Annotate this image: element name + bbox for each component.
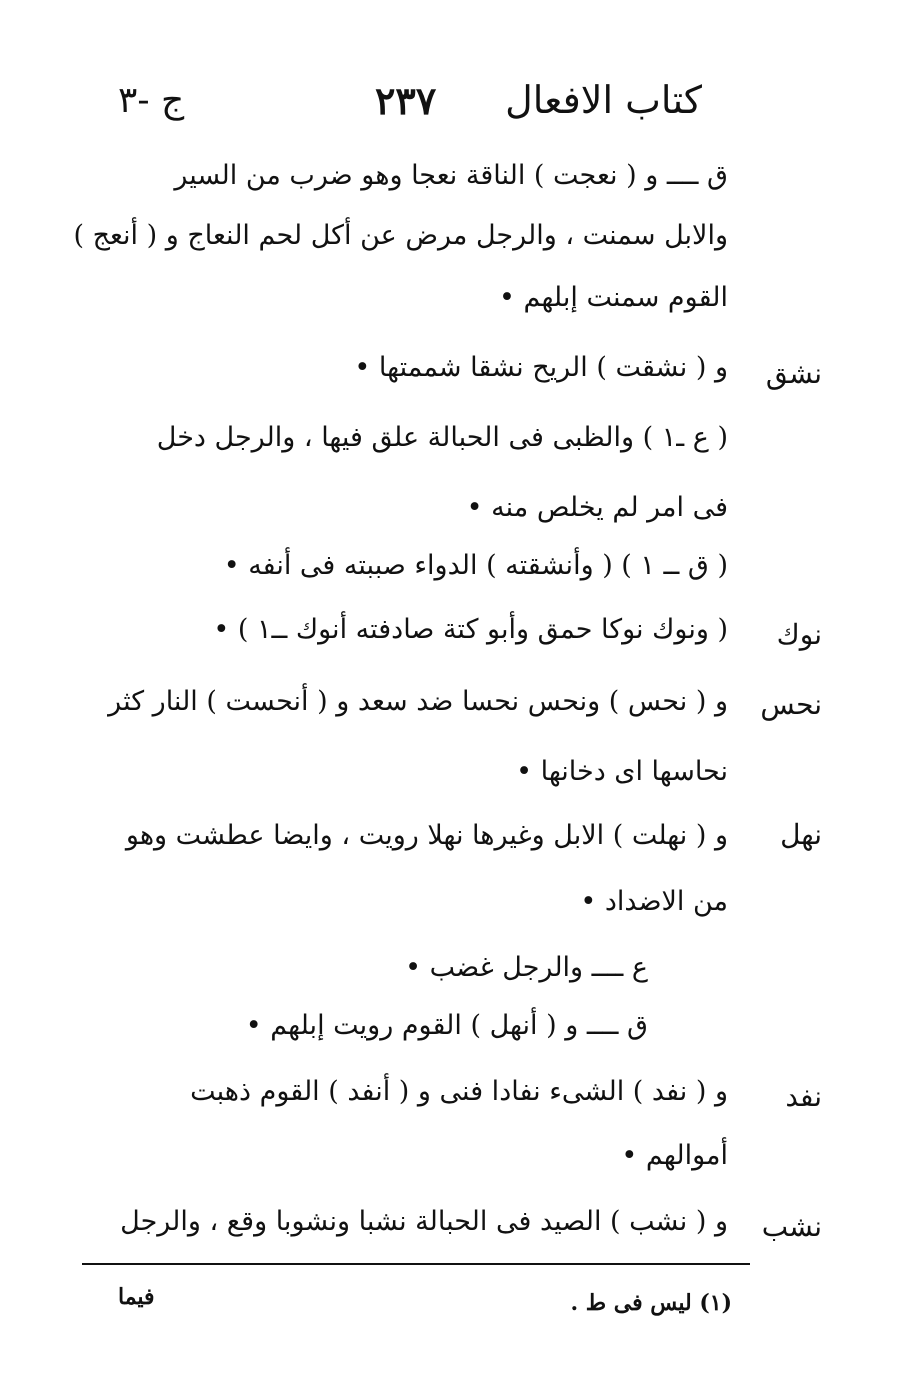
root-word: نشب [761, 1210, 822, 1243]
root-word: نهل [780, 818, 822, 851]
text-line: و ( نشب ) الصيد فى الحبالة نشبا ونشوبا وقع ، والرجل [120, 1206, 728, 1237]
text-line: ق ــــ و ( أنهل ) القوم رويت إبلهم • [245, 1010, 648, 1041]
text-line: من الاضداد • [580, 886, 728, 917]
footnote-divider [82, 1263, 750, 1265]
catchword: فيما [118, 1284, 155, 1310]
text-line: و ( نهلت ) الابل وغيرها نهلا رويت ، وايضا عطشت وهو [125, 820, 728, 851]
book-title: كتاب الافعال [505, 78, 702, 122]
text-line: و ( نحس ) ونحس نحسا ضد سعد و ( أنحست ) النار كثر [108, 686, 728, 717]
text-line: و ( نفد ) الشىء نفادا فنى و ( أنفد ) القوم ذهبت [190, 1076, 728, 1107]
root-word: نحس [760, 688, 822, 721]
page-number: ٢٣٧ [375, 78, 437, 123]
root-word: نفد [785, 1080, 822, 1113]
volume-label: ج -٣ [118, 80, 185, 121]
root-word: نشق [765, 357, 822, 390]
text-line: ( ع ـ١ ) والظبى فى الحبالة علق فيها ، والرجل دخل [156, 422, 728, 453]
text-line: والابل سمنت ، والرجل مرض عن أكل لحم النعاج و ( أنعج ) [73, 220, 728, 251]
text-line: و ( نشقت ) الريح نشقا شممتها • [354, 352, 728, 383]
text-line: ق ــــ و ( نعجت ) الناقة نعجا وهو ضرب من السير [174, 160, 728, 191]
root-word: نوك [776, 618, 822, 651]
footnote: (١) ليس فى ط . [570, 1290, 732, 1316]
text-line: ع ــــ والرجل غضب • [405, 952, 648, 983]
text-line: ( ق ــ ١ ) ( وأنشقته ) الدواء صببته فى أنفه • [223, 550, 728, 581]
text-line: ( ونوك نوكا حمق وأبو كتة صادفته أنوك ــ١ ) • [213, 614, 728, 645]
text-line: أموالهم • [621, 1140, 728, 1171]
text-line: القوم سمنت إبلهم • [499, 282, 728, 313]
text-line: فى امر لم يخلص منه • [466, 492, 728, 523]
text-line: نحاسها اى دخانها • [516, 756, 728, 787]
